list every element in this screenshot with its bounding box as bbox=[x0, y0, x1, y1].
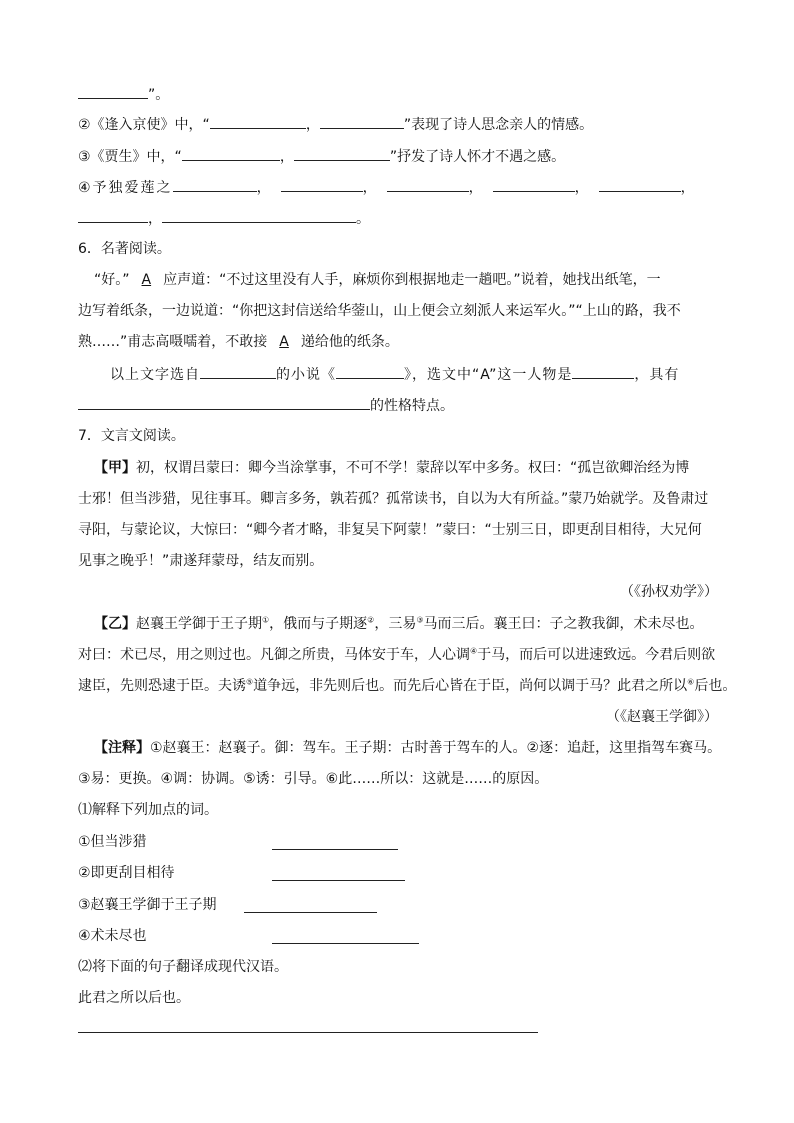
answer-blank[interactable] bbox=[210, 114, 306, 129]
word-item-4: ④术未尽也 bbox=[78, 928, 147, 944]
answer-line[interactable] bbox=[272, 943, 419, 944]
notes-line1: 【注释】①赵襄王：赵襄子。御：驾车。王子期：古时善于驾车的人。②逐：追赶，这里指驾车赛马。 bbox=[94, 740, 722, 756]
q6-para-line1: “好。” A 应声道：“不过这里没有人手，麻烦你到根据地走一趟吧。”说着，她找出纸笔，一 bbox=[94, 272, 661, 288]
answer-blank[interactable] bbox=[173, 177, 257, 192]
answer-line[interactable] bbox=[272, 880, 405, 881]
sub-question-1: ⑴解释下列加点的词。 bbox=[78, 802, 218, 818]
answer-blank[interactable] bbox=[387, 177, 469, 192]
word-item-2: ②即更刮目相待 bbox=[78, 865, 175, 881]
answer-blank[interactable] bbox=[599, 177, 681, 192]
translate-sentence: 此君之所以后也。 bbox=[78, 990, 190, 1006]
word-item-1: ①但当涉猎 bbox=[78, 834, 147, 850]
q6-title: 6．名著阅读。 bbox=[78, 241, 171, 257]
q5-item4-cont: ， 。 bbox=[78, 208, 370, 228]
notes-line2: ③易：更换。④调：协调。⑤诱：引导。⑥此……所以：这就是……的原因。 bbox=[78, 771, 549, 787]
answer-blank[interactable] bbox=[572, 364, 634, 379]
answer-blank[interactable] bbox=[320, 114, 404, 129]
answer-blank[interactable] bbox=[200, 364, 276, 379]
jia-line2: 士邪！但当涉猎，见往事耳。卿言多务，孰若孤？孤常读书，自以为大有所益。”蒙乃始就学。及鲁肃过 bbox=[78, 491, 709, 507]
q5-item4: ④予独爱莲之 ， ， ， ， ， bbox=[78, 177, 697, 197]
yi-source: （《赵襄王学御》） bbox=[606, 709, 718, 725]
answer-blank[interactable] bbox=[78, 84, 148, 99]
q5-item2: ②《逢入京使》中，“ ， ”表现了诗人思念亲人的情感。 bbox=[78, 114, 593, 134]
q6-question-cont: 的性格特点。 bbox=[78, 395, 454, 415]
sub-question-2: ⑵将下面的句子翻译成现代汉语。 bbox=[78, 959, 288, 975]
answer-blank[interactable] bbox=[336, 364, 404, 379]
answer-blank[interactable] bbox=[162, 208, 356, 223]
jia-line1: 【甲】初，权谓吕蒙曰：卿今当涂掌事，不可不学！蒙辞以军中多务。权曰：“孤岂欲卿治经为博 bbox=[94, 460, 690, 476]
answer-blank[interactable] bbox=[294, 146, 390, 161]
q6-question: 以上文字选自 的小说《 》，选文中“A”这一人物是 ，具有 bbox=[110, 364, 679, 384]
answer-line[interactable] bbox=[272, 849, 398, 850]
yi-line3: 逮臣，先则恐逮于臣。夫诱⑤道争远，非先则后也。而先后心皆在于臣，尚何以调于马？此君之所以⑥后也。 bbox=[78, 677, 737, 694]
answer-blank[interactable] bbox=[78, 208, 148, 223]
q5-line1: ”。 bbox=[78, 84, 169, 104]
answer-blank[interactable] bbox=[493, 177, 575, 192]
yi-line1: 【乙】赵襄王学御于王子期①，俄而与子期逐②，三易③马而三后。襄王曰：子之教我御，术未尽也。 bbox=[94, 615, 704, 632]
word-item-3: ③赵襄王学御于王子期 bbox=[78, 897, 217, 913]
answer-line[interactable] bbox=[78, 1032, 538, 1033]
q6-para-line2: 边写着纸条，一边说道：“你把这封信送给华蓥山，山上便会立刻派人来运军火。”“上山的路，我不 bbox=[78, 303, 681, 319]
q7-title: 7．文言文阅读。 bbox=[78, 428, 185, 444]
yi-line2: 对曰：术已尽，用之则过也。凡御之所贵，马体安于车，人心调④于马，而后可以进速致远。今君后则欲 bbox=[78, 646, 716, 663]
answer-blank[interactable] bbox=[78, 395, 370, 410]
jia-line4: 见事之晚乎！”肃遂拜蒙母，结友而别。 bbox=[78, 553, 324, 569]
answer-line[interactable] bbox=[244, 912, 377, 913]
jia-source: （《孙权劝学》） bbox=[620, 584, 718, 600]
answer-blank[interactable] bbox=[182, 146, 280, 161]
jia-line3: 寻阳，与蒙论议，大惊曰：“卿今者才略，非复吴下阿蒙！”蒙曰：“士别三日，即更刮目相待，大兄何 bbox=[78, 522, 702, 538]
answer-blank[interactable] bbox=[281, 177, 363, 192]
q6-para-line3: 熟……”甫志高嗫嚅着，不敢接 A 递给他的纸条。 bbox=[78, 334, 399, 350]
q5-item3: ③《贾生》中，“ ， ”抒发了诗人怀才不遇之感。 bbox=[78, 146, 565, 166]
